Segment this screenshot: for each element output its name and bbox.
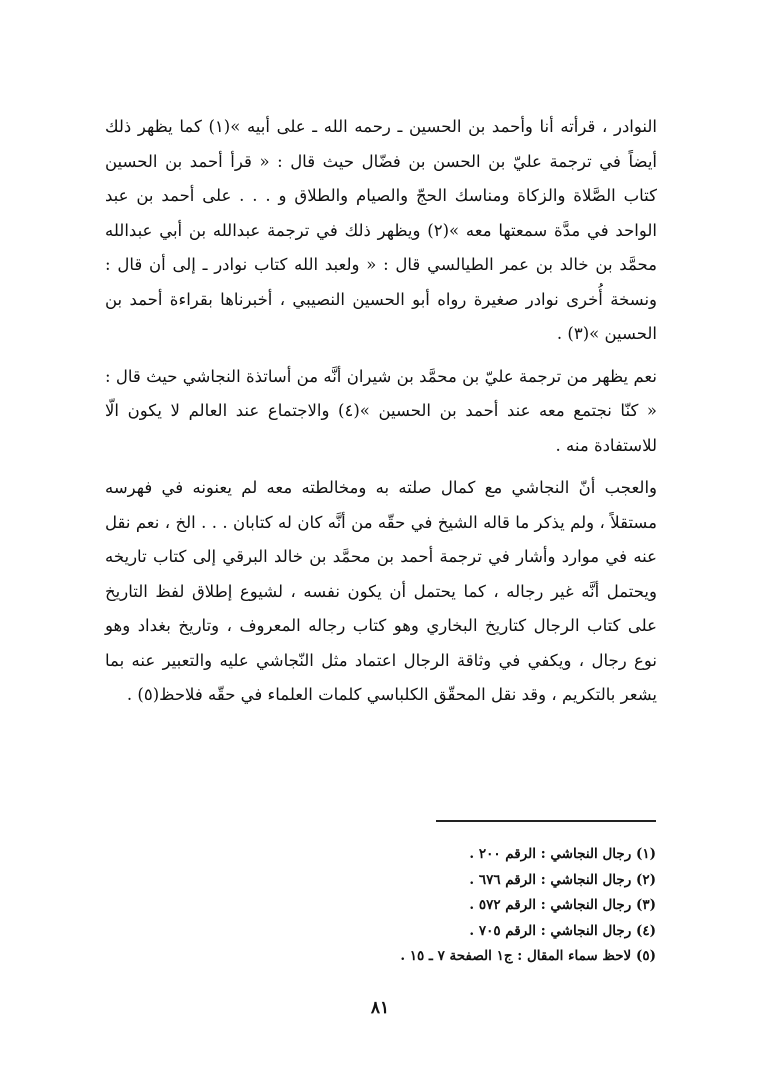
page-number: ٨١	[370, 998, 390, 1018]
footnotes	[236, 842, 656, 970]
footnote-4: (٤) رجال النجاشي : الرقم ٧٠٥ .	[469, 922, 656, 939]
footnote-1: (١) رجال النجاشي : الرقم ٢٠٠ .	[469, 846, 656, 862]
paragraph-2: نعم يظهر من ترجمة عليّ بن محمَّد بن شيران أنَّه من أساتذة النجاشي حيث قال : « كنّا نجتمع معه عند أحمد بن الحسين »(٤) والاجتماع عند العالم لا يكون الّا للاستفادة منه .	[105, 366, 657, 455]
footnote-2: (٢) رجال النجاشي : الرقم ٦٧٦ .	[469, 871, 656, 888]
paragraph-3: والعجب أنّ النجاشي مع كمال صلته به ومخالطته معه لم يعنونه في فهرسه مستقلاً ، ولم يذكر ما قاله الشيخ في حقّه من أنَّه كان له كتابان . . . الخ ، نعم نقل عنه في موارد وأشار في ترجمة أحمد بن محمَّد بن خالد البرقي إلى كتاب تاريخه ويحتمل أنَّه غير رجاله ، كما يحتمل أن يكون نفسه ، لشيوع إطلاق لفظ التاريخ على كتاب الرجال كتاريخ البخاري وهو كتاب رجاله المعروف ، وتاريخ بغداد وهو نوع رجال ، ويكفي في وثاقة الرجال اعتماد مثل النّجاشي عليه والتعبير عنه بما يشعر بالتكريم ، وقد نقل المحقّق الكلباسي كلمات العلماء في حقّه فلاحظ(٥) .	[105, 478, 657, 704]
footnote-3: (٣) رجال النجاشي : الرقم ٥٧٢ .	[469, 897, 656, 914]
paragraph-1: النوادر ، قرأته أنا وأحمد بن الحسين ـ رحمه الله ـ على أبيه »(١) كما يظهر ذلك أيضاً في ترجمة عليّ بن الحسن بن فضّال حيث قال : « قرأ أحمد بن الحسين كتاب الصَّلاة والزكاة ومناسك الحجّ والصيام والطلاق و . . . على أحمد بن عبد الواحد في مدَّة سمعتها معه »(٢) ويظهر ذلك في ترجمة عبدالله بن أبي عبدالله محمَّد بن خالد بن عمر الطيالسي قال : « ولعبد الله كتاب نوادر ـ إلى أن قال : ونسخة أُخرى نوادر صغيرة رواه أبو الحسين النصيبي ، أخبرناها بقراءة أحمد بن الحسين »(٣) .	[105, 117, 658, 343]
footnote-divider	[436, 820, 656, 822]
main-text	[105, 110, 657, 713]
footnote-5: (٥) لاحظ سماء المقال : ج١ الصفحة ٧ ـ ١٥ .	[400, 948, 656, 965]
